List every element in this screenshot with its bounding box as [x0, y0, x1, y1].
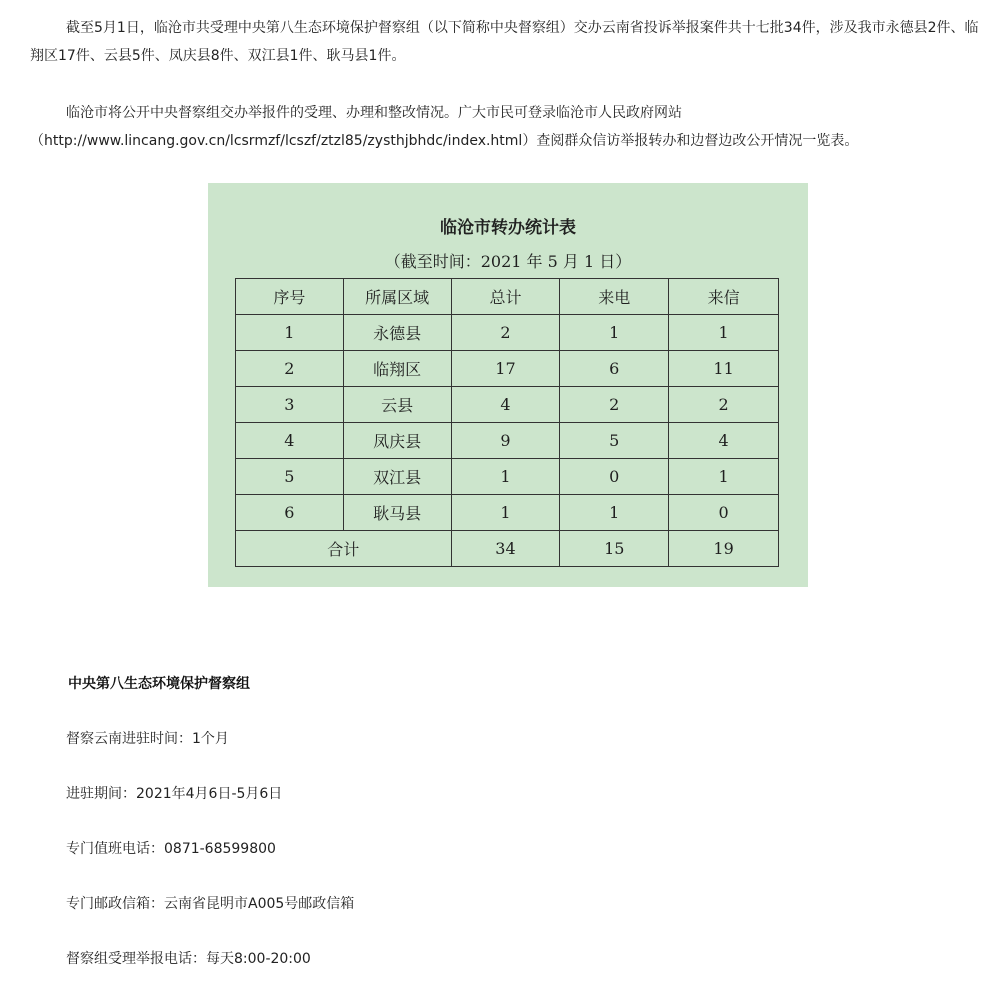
table-total-row: [236, 531, 779, 567]
cell-index: 5: [236, 459, 344, 495]
total-label: 合计: [236, 531, 452, 567]
notice-paragraph: [30, 99, 980, 155]
statistics-table-image: [208, 183, 808, 587]
table-row: [236, 423, 779, 459]
header-letters: 来信: [669, 279, 779, 315]
cell-region: 云县: [343, 387, 451, 423]
intro-paragraph-text: 截至5月1日，临沧市共受理中央第八生态环境保护督察组（以下简称中央督察组）交办云南省投诉举报案件共十七批34件，涉及我市永德县2件、临翔区17件、云县5件、凤庆县8件、双江县1件、耿马县1件。: [30, 20, 979, 64]
cell-region: 永德县: [343, 315, 451, 351]
info-period: 进驻期间：2021年4月6日-5月6日: [66, 786, 283, 802]
cell-calls: 1: [560, 495, 669, 531]
cell-letters: 0: [669, 495, 779, 531]
table-row: [236, 459, 779, 495]
total-letters: 19: [669, 531, 779, 567]
total-sum: 34: [451, 531, 560, 567]
cell-region: 耿马县: [343, 495, 451, 531]
cell-index: 1: [236, 315, 344, 351]
cell-index: 3: [236, 387, 344, 423]
header-calls: 来电: [560, 279, 669, 315]
statistics-table: [235, 278, 779, 567]
info-mailbox: 专门邮政信箱：云南省昆明市A005号邮政信箱: [66, 896, 355, 912]
cell-letters: 2: [669, 387, 779, 423]
total-calls: 15: [560, 531, 669, 567]
header-region: 所属区域: [343, 279, 451, 315]
cell-index: 4: [236, 423, 344, 459]
cell-total: 17: [451, 351, 560, 387]
table-subtitle: （截至时间：2021 年 5 月 1 日）: [384, 252, 632, 271]
cell-letters: 1: [669, 459, 779, 495]
info-hotline: 专门值班电话：0871-68599800: [66, 841, 276, 857]
table-row: [236, 351, 779, 387]
cell-calls: 5: [560, 423, 669, 459]
cell-calls: 2: [560, 387, 669, 423]
table-title: 临沧市转办统计表: [440, 218, 576, 238]
cell-calls: 0: [560, 459, 669, 495]
header-index: 序号: [236, 279, 344, 315]
notice-paragraph-text: 临沧市将公开中央督察组交办举报件的受理、办理和整改情况。广大市民可登录临沧市人民政府网站: [66, 105, 682, 121]
table-row: [236, 315, 779, 351]
cell-region: 临翔区: [343, 351, 451, 387]
table-row: [236, 387, 779, 423]
cell-letters: 1: [669, 315, 779, 351]
org-title: 中央第八生态环境保护督察组: [68, 676, 250, 692]
table-header-row: [236, 279, 779, 315]
intro-paragraph: [30, 14, 980, 70]
cell-index: 6: [236, 495, 344, 531]
info-duration: 督察云南进驻时间：1个月: [66, 731, 229, 747]
cell-total: 4: [451, 387, 560, 423]
header-total: 总计: [451, 279, 560, 315]
cell-index: 2: [236, 351, 344, 387]
cell-region: 凤庆县: [343, 423, 451, 459]
cell-total: 2: [451, 315, 560, 351]
cell-total: 9: [451, 423, 560, 459]
table-row: [236, 495, 779, 531]
cell-letters: 4: [669, 423, 779, 459]
cell-total: 1: [451, 495, 560, 531]
cell-letters: 11: [669, 351, 779, 387]
info-report-hours: 督察组受理举报电话：每天8:00-20:00: [66, 951, 311, 967]
cell-calls: 1: [560, 315, 669, 351]
cell-total: 1: [451, 459, 560, 495]
cell-calls: 6: [560, 351, 669, 387]
cell-region: 双江县: [343, 459, 451, 495]
website-url-line: （http://www.lincang.gov.cn/lcsrmzf/lcszf/ztzl85/zysthjbhdc/index.html）查阅群众信访举报转办和边督边改公开情况一览表。: [30, 133, 859, 149]
